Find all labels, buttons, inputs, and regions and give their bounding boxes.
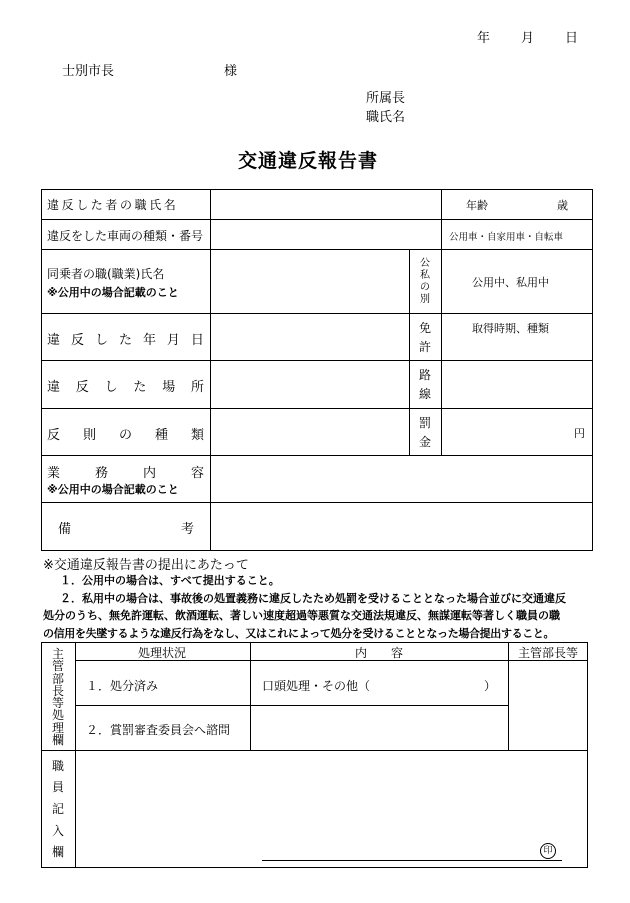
- date-day-label: 日: [565, 31, 579, 46]
- notes-item-2-line-1: ２．私用中の場合は、事故後の処置義務に違反したため処罰を受けることとなった場合並びに交通違反: [60, 592, 566, 605]
- employee-name-label: 職氏名: [366, 110, 406, 125]
- notes-item-2-line-2: 処分のうち、無免許運転、飲酒運転、著しい速度超過等悪質な交通法規違反、無謀運転等著しく職員の職: [43, 609, 560, 622]
- seal-mark: 印: [540, 843, 556, 859]
- vehicle-label: 違反をした車両の種類・番号: [47, 229, 204, 243]
- row2-status: ２．賞罰審査委員会へ諮問: [86, 723, 231, 737]
- notes-item-1: １．公用中の場合は、すべて提出すること。: [60, 574, 280, 587]
- license-label: 免 許: [418, 320, 431, 354]
- col-head-header: 主管部長等: [518, 646, 579, 660]
- dept-head-label: 所属長: [366, 91, 406, 106]
- fine-unit: 円: [574, 427, 585, 440]
- violation-date-label: 違 反 し た 年 月 日: [47, 333, 204, 348]
- passenger-label: 同乗者の職(職業)氏名: [47, 267, 165, 281]
- page-title: 交通違反報告書: [238, 150, 379, 172]
- duty-note: ※公用中の場合記載のこと: [47, 483, 179, 496]
- violator-name-label: 違反した者の職氏名: [47, 198, 179, 212]
- age-unit: 歳: [557, 199, 568, 212]
- violation-type-label: 反 則 の 種 類: [47, 428, 204, 443]
- addressee: 士別市長: [62, 64, 115, 79]
- honorific: 様: [224, 64, 238, 79]
- route-label: 路 線: [418, 367, 431, 401]
- col-status-header: 処理状況: [138, 646, 187, 660]
- employee-entry-side-label: 職 員 記 入 欄: [51, 758, 64, 860]
- age-label: 年齢: [466, 199, 488, 212]
- row1-status: １．処分済み: [86, 679, 159, 693]
- duty-content-label: 業 務 内 容: [47, 466, 204, 481]
- violation-place-label: 違 反 し た 場 所: [47, 380, 204, 395]
- public-private-label: 公 私 の 別: [420, 258, 430, 305]
- license-value: 取得時期、種類: [472, 322, 549, 335]
- vehicle-options: 公用車・自家用車・自転車: [449, 232, 564, 243]
- date-year-label: 年: [477, 31, 491, 46]
- row1-content: 口頭処理・その他（: [262, 679, 371, 693]
- public-private-value: 公用中、私用中: [472, 276, 549, 289]
- processing-side-label: 主 管 部 長 等 処 理 欄: [51, 647, 64, 747]
- fine-label: 罰 金: [418, 415, 431, 449]
- row1-close-paren: ）: [484, 679, 497, 693]
- notes-item-2-line-3: の信用を失墜するような違反行為をなし、又はこれによって処分を受けることとなった場合提出すること。: [43, 627, 555, 640]
- date-month-label: 月: [521, 31, 535, 46]
- passenger-note: ※公用中の場合記載のこと: [47, 286, 179, 299]
- col-content-header: 内 容: [355, 646, 403, 660]
- notes-heading: ※交通違反報告書の提出にあたって: [43, 558, 249, 573]
- remarks-label: 備 考: [58, 522, 194, 537]
